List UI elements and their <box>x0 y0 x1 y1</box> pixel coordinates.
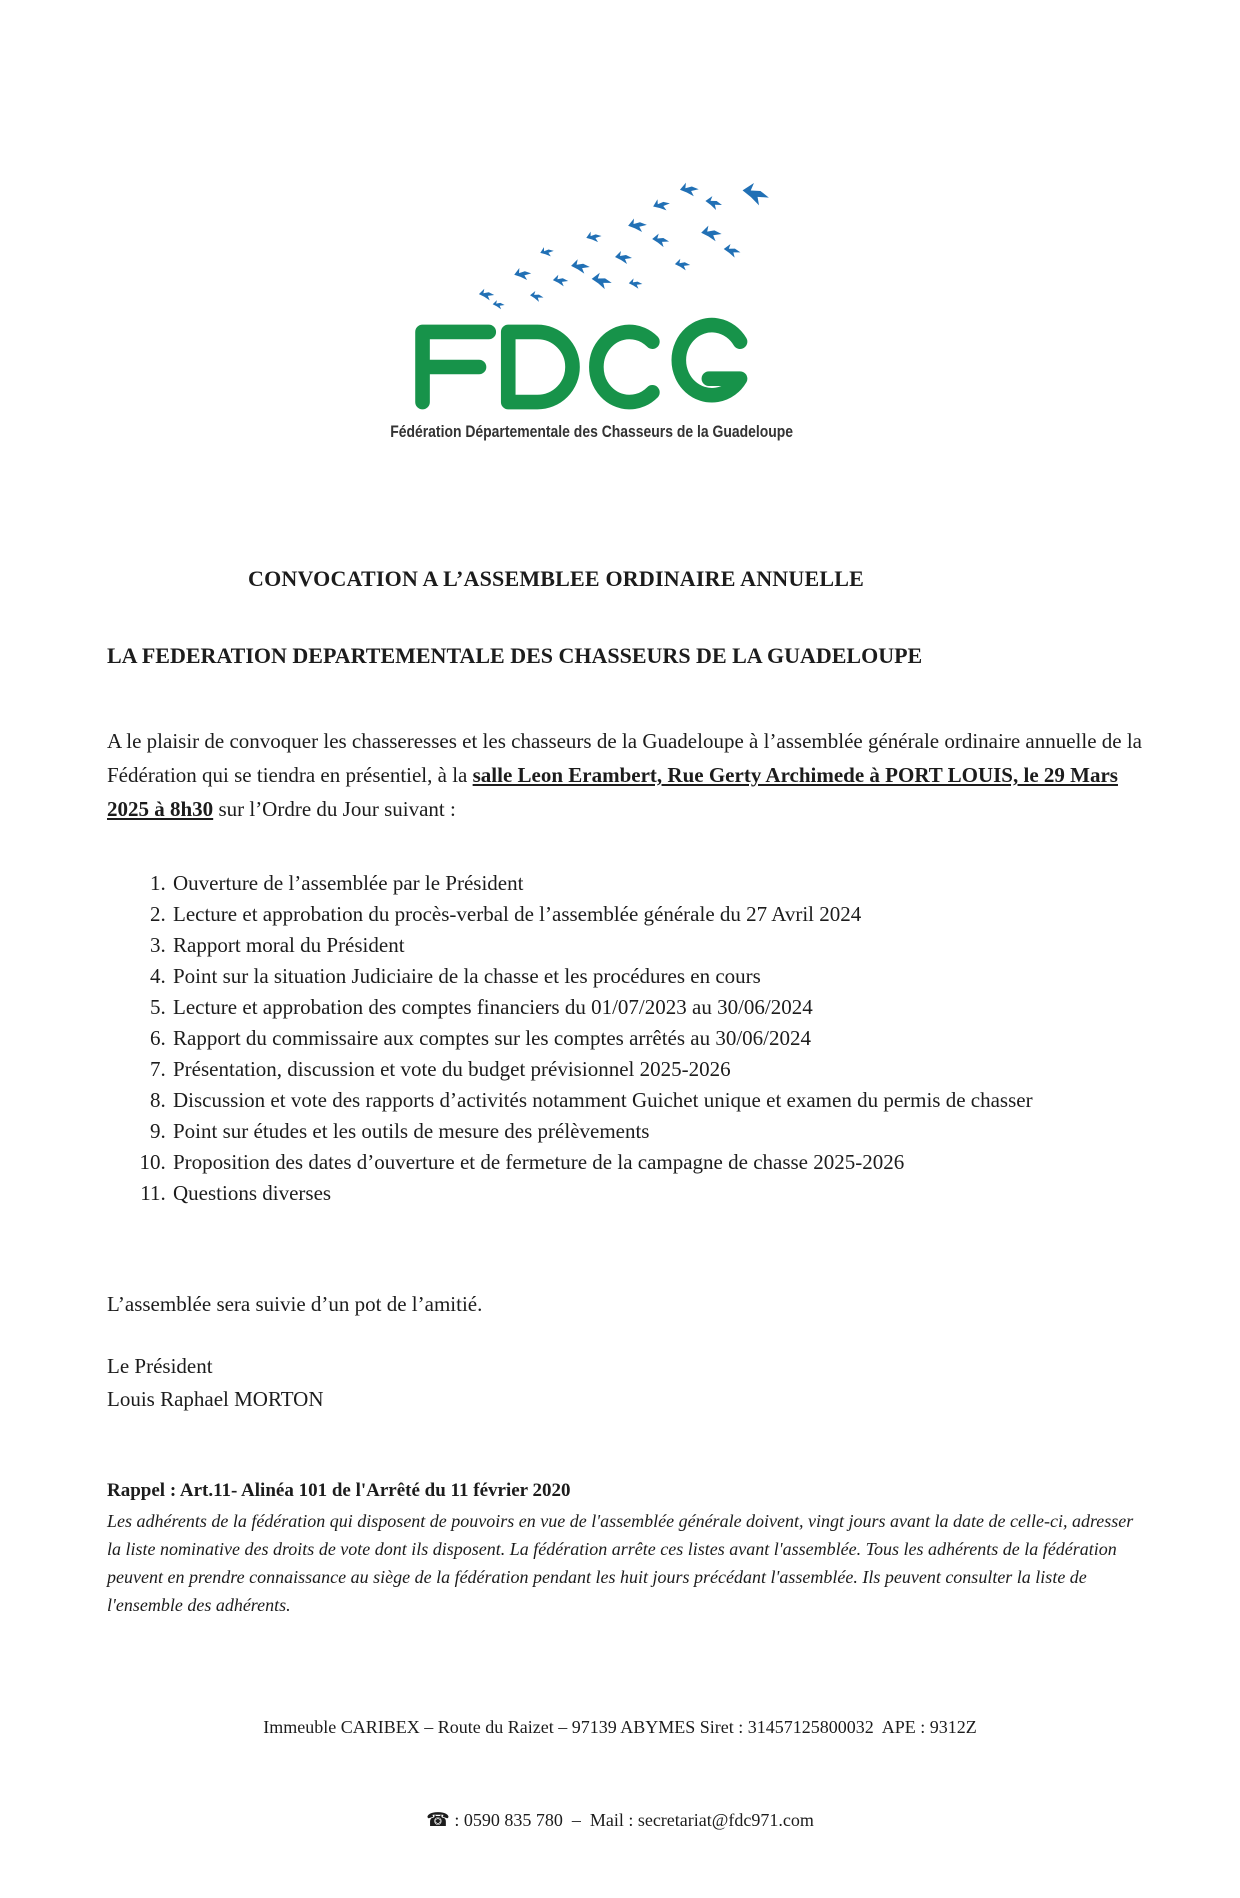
agenda-item: 6. Rapport du commissaire aux comptes sur les comptes arrêtés au 30/06/2024 <box>171 1023 1181 1054</box>
federation-heading: LA FEDERATION DEPARTEMENTALE DES CHASSEURS DE LA GUADELOUPE <box>107 643 923 668</box>
agenda-item: 10. Proposition des dates d’ouverture et de fermeture de la campagne de chasse 2025-2026 <box>171 1147 1181 1178</box>
signature-name: Louis Raphael MORTON <box>107 1387 324 1411</box>
intro-text-after: sur l’Ordre du Jour suivant : <box>213 797 456 821</box>
footer-address-line: Immeuble CARIBEX – Route du Raizet – 97139 ABYMES Siret : 31457125800032 APE : 9312Z <box>263 1717 977 1737</box>
flying-birds-icon <box>472 168 782 316</box>
fdcg-acronym <box>405 320 779 414</box>
closing-sentence: L’assemblée sera suivie d’un pot de l’amitié. <box>107 1292 483 1316</box>
document-footer <box>0 1650 1240 1898</box>
agenda-item: 2. Lecture et approbation du procès-verbal de l’assemblée générale du 27 Avril 2024 <box>171 899 1181 930</box>
agenda-item: 5. Lecture et approbation des comptes financiers du 01/07/2023 au 30/06/2024 <box>171 992 1181 1023</box>
agenda-item: 3. Rapport moral du Président <box>171 930 1181 961</box>
intro-paragraph <box>107 724 1142 826</box>
footer-contact-text: : 0590 835 780 – Mail : secretariat@fdc971.com <box>449 1810 814 1830</box>
fdcg-logo <box>390 168 794 442</box>
signature-role: Le Président <box>107 1354 213 1378</box>
signature-block <box>107 1350 324 1416</box>
agenda-item: 9. Point sur études et les outils de mesure des prélèvements <box>171 1116 1181 1147</box>
reminder-heading: Rappel : Art.11- Alinéa 101 de l'Arrêté du 11 février 2020 <box>107 1480 571 1501</box>
agenda-item: 11. Questions diverses <box>171 1178 1181 1209</box>
logo-tagline: Fédération Départementale des Chasseurs de la Guadeloupe <box>390 422 794 441</box>
agenda-item: 4. Point sur la situation Judiciaire de la chasse et les procédures en cours <box>171 961 1181 992</box>
agenda-item: 8. Discussion et vote des rapports d’activités notamment Guichet unique et examen du permis de chasser <box>171 1085 1181 1116</box>
agenda-item: 1. Ouverture de l’assemblée par le Président <box>171 868 1181 899</box>
document-title: CONVOCATION A L’ASSEMBLEE ORDINAIRE ANNUELLE <box>248 566 864 591</box>
intro-text-before: A le plaisir de convoquer les chasseresses et les chasseurs de la Guadeloupe à l’assemblée générale ordinaire annuelle de la Fédération qui se tiendra en présentiel, à la <box>107 729 1142 787</box>
reminder-body: Les adhérents de la fédération qui disposent de pouvoirs en vue de l'assemblée générale doivent, vingt jours avant la date de celle-ci, adresser la liste nominative des droits de vote dont ils disposent. La fédération arrête ces listes avant l'assemblée. Tous les adhérents de la fédération peuvent en prendre connaissance au siège de la fédération pendant les huit jours précédant l'assemblée. Ils peuvent consulter la liste de l'ensemble des adhérents. <box>107 1511 1134 1615</box>
agenda-item: 7. Présentation, discussion et vote du budget prévisionnel 2025-2026 <box>171 1054 1181 1085</box>
phone-icon: ☎ <box>426 1810 450 1831</box>
reminder-section <box>107 1480 1142 1619</box>
agenda-list <box>107 868 1181 1209</box>
footer-contact-line <box>0 1805 1240 1836</box>
meeting-place-date: salle Leon Erambert, Rue Gerty Archimede à PORT LOUIS, le 29 Mars 2025 à 8h30 <box>107 763 1118 821</box>
